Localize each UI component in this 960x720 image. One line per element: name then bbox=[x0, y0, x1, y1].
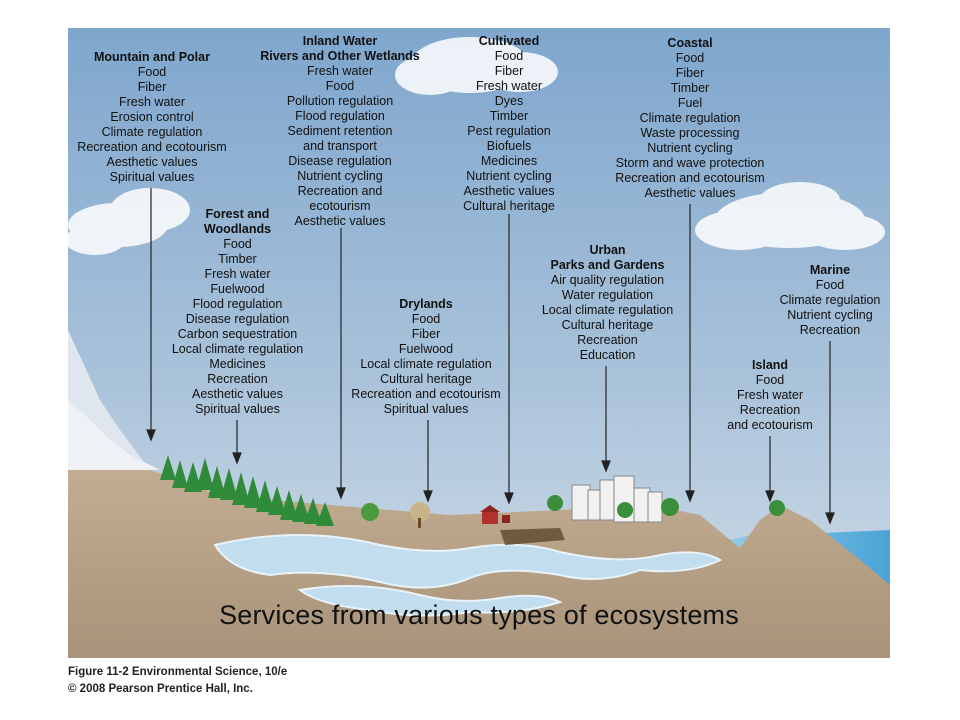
service-item: Fresh water bbox=[476, 79, 542, 93]
service-item: Climate regulation bbox=[101, 125, 203, 139]
service-item: Food bbox=[675, 51, 705, 65]
service-item: Medicines bbox=[209, 357, 266, 371]
service-item: Fuelwood bbox=[210, 282, 265, 296]
service-item: Recreation bbox=[799, 323, 861, 337]
service-item: Timber bbox=[218, 252, 257, 266]
ecosystem-title: Inland Water bbox=[302, 34, 378, 48]
service-item: Timber bbox=[489, 109, 529, 123]
service-item: Nutrient cycling bbox=[297, 169, 383, 183]
ecosystem-title: Marine bbox=[809, 263, 851, 277]
service-item: Cultural heritage bbox=[463, 199, 555, 213]
ecosystem-title: Forest and bbox=[205, 207, 270, 221]
service-item: Food bbox=[815, 278, 845, 292]
service-item: Pest regulation bbox=[467, 124, 551, 138]
service-item: Nutrient cycling bbox=[466, 169, 552, 183]
service-item: Food bbox=[137, 65, 167, 79]
service-item: Food bbox=[755, 373, 785, 387]
service-item: Erosion control bbox=[110, 110, 194, 124]
service-item: Recreation bbox=[739, 403, 801, 417]
service-item: Recreation and ecotourism bbox=[77, 140, 227, 154]
service-item: Fresh water bbox=[307, 64, 373, 78]
service-item: Nutrient cycling bbox=[787, 308, 873, 322]
ecosystem-title: Island bbox=[751, 358, 789, 372]
service-item: Carbon sequestration bbox=[177, 327, 298, 341]
credit-line-1: Figure 11-2 Environmental Science, 10/e bbox=[68, 666, 288, 678]
service-item: Pollution regulation bbox=[286, 94, 394, 108]
service-item: Spiritual values bbox=[109, 170, 195, 184]
caption: Services from various types of ecosystems bbox=[219, 600, 739, 630]
island-label bbox=[716, 358, 824, 433]
service-item: Fresh water bbox=[119, 95, 185, 109]
service-item: Flood regulation bbox=[295, 109, 385, 123]
service-item: Fiber bbox=[675, 66, 705, 80]
service-item: Food bbox=[494, 49, 524, 63]
inland-water-label bbox=[240, 34, 440, 229]
ecosystem-title: Cultivated bbox=[478, 34, 540, 48]
ecosystem-title: Parks and Gardens bbox=[550, 258, 665, 272]
service-item: Recreation bbox=[577, 333, 638, 347]
service-item: Air quality regulation bbox=[550, 273, 665, 287]
service-item: Spiritual values bbox=[195, 402, 280, 416]
service-item: Fiber bbox=[137, 80, 167, 94]
service-item: Food bbox=[411, 312, 441, 326]
ecosystem-title: Mountain and Polar bbox=[94, 50, 210, 64]
service-item: Fresh water bbox=[737, 388, 803, 402]
service-item: Fuelwood bbox=[398, 342, 454, 356]
service-item: ecotourism bbox=[309, 199, 371, 213]
service-item: Fresh water bbox=[204, 267, 271, 281]
service-item: Dyes bbox=[494, 94, 524, 108]
ecosystem-title: Coastal bbox=[667, 36, 713, 50]
service-item: Fiber bbox=[411, 327, 441, 341]
service-item: Recreation bbox=[207, 372, 268, 386]
service-item: Water regulation bbox=[561, 288, 654, 302]
service-item: Recreation and ecotourism bbox=[615, 171, 765, 185]
service-item: Waste processing bbox=[640, 126, 740, 140]
ecosystem-title: Rivers and Other Wetlands bbox=[260, 49, 420, 63]
service-item: Aesthetic values bbox=[191, 387, 284, 401]
service-item: Cultural heritage bbox=[380, 372, 472, 386]
service-item: Biofuels bbox=[486, 139, 532, 153]
service-item: Storm and wave protection bbox=[615, 156, 765, 170]
service-item: Local climate regulation bbox=[171, 342, 304, 356]
service-item: Food bbox=[223, 237, 252, 251]
service-item: Spiritual values bbox=[383, 402, 469, 416]
service-item: Education bbox=[579, 348, 636, 362]
credit-line-2: © 2008 Pearson Prentice Hall, Inc. bbox=[68, 683, 253, 695]
service-item: Disease regulation bbox=[288, 154, 392, 168]
forest-and-woodlands-label bbox=[160, 207, 315, 417]
service-item: Local climate regulation bbox=[360, 357, 492, 371]
service-item: Aesthetic values bbox=[644, 186, 736, 200]
mountain-and-polar-label bbox=[62, 50, 242, 185]
service-item: Disease regulation bbox=[185, 312, 290, 326]
service-item: Food bbox=[325, 79, 355, 93]
ecosystem-title: Drylands bbox=[399, 297, 453, 311]
service-item: and ecotourism bbox=[727, 418, 813, 432]
service-item: Aesthetic values bbox=[106, 155, 198, 169]
service-item: Recreation and bbox=[297, 184, 383, 198]
service-item: Flood regulation bbox=[192, 297, 283, 311]
service-item: Recreation and ecotourism bbox=[351, 387, 501, 401]
drylands-label bbox=[340, 297, 512, 417]
urban-parks-label bbox=[530, 243, 685, 363]
service-item: Nutrient cycling bbox=[647, 141, 733, 155]
service-item: Aesthetic values bbox=[463, 184, 555, 198]
service-item: Aesthetic values bbox=[294, 214, 386, 228]
service-item: Medicines bbox=[480, 154, 538, 168]
ecosystem-title: Woodlands bbox=[203, 222, 272, 236]
service-item: Fiber bbox=[494, 64, 524, 78]
service-item: Climate regulation bbox=[639, 111, 741, 125]
cultivated-label bbox=[430, 34, 588, 214]
service-item: and transport bbox=[303, 139, 377, 153]
service-item: Timber bbox=[670, 81, 710, 95]
coastal-label bbox=[598, 36, 782, 201]
ecosystem-title: Urban bbox=[589, 243, 626, 257]
marine-label bbox=[770, 263, 890, 338]
service-item: Sediment retention bbox=[287, 124, 393, 138]
service-item: Climate regulation bbox=[779, 293, 881, 307]
island-tree bbox=[769, 500, 785, 516]
figure-credit bbox=[68, 664, 287, 698]
service-item: Cultural heritage bbox=[561, 318, 654, 332]
service-item: Local climate regulation bbox=[541, 303, 674, 317]
service-item: Fuel bbox=[677, 96, 703, 110]
